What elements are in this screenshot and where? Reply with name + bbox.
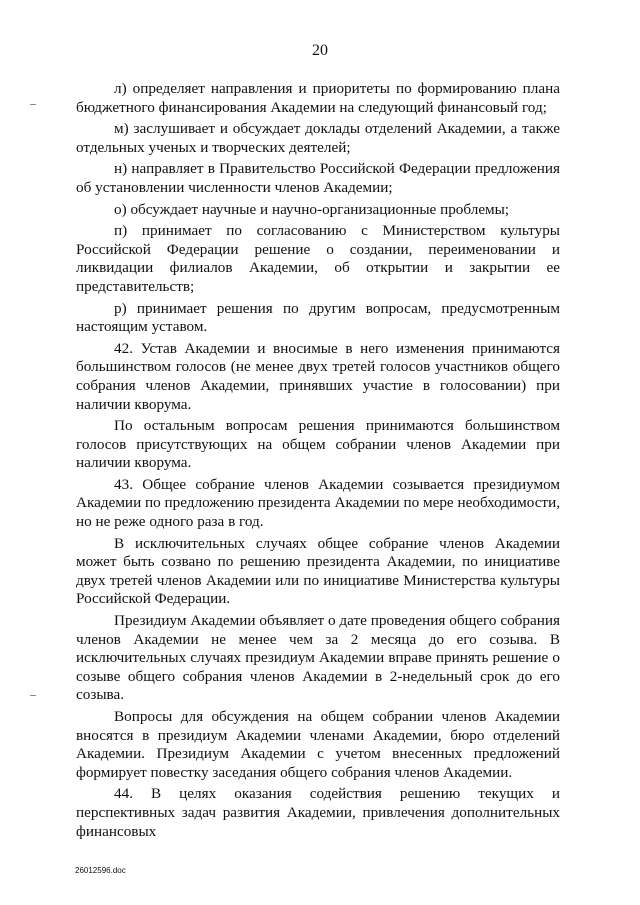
paragraph-item-l: л) определяет направления и приоритеты по формированию плана бюджетного финансирования Академии на следующий финансовый год; — [76, 80, 560, 116]
paragraph-item-r: р) принимает решения по другим вопросам, предусмотренным настоящим уставом. — [76, 299, 560, 336]
margin-mark-bottom — [30, 695, 36, 696]
paragraph-item-p: п) принимает по согласованию с Министерством культуры Российской Федерации решение о создании, переименовании и ликвидации филиалов Академии, об открытии и закрытии ее представительств; — [76, 222, 560, 295]
paragraph-item-o: о) обсуждает научные и научно-организационные проблемы; — [114, 200, 510, 218]
paragraph-agenda-questions: Вопросы для обсуждения на общем собрании членов Академии вносятся в президиум Академии членами Академии, бюро отделений Академии. Президиум Академии с учетом внесенных предложений формирует повестку заседания общего собрания членов Академии. — [76, 708, 560, 781]
footer-filename: 26012596.doc — [75, 866, 126, 875]
document-body — [76, 80, 560, 844]
paragraph-other-questions: По остальным вопросам решения принимаются большинством голосов присутствующих на общем собрании членов Академии при наличии кворума. — [76, 417, 560, 472]
margin-mark-top — [30, 104, 36, 105]
paragraph-section-43: 43. Общее собрание членов Академии созывается президиумом Академии по предложению президента Академии по мере необходимости, но не реже одного раза в год. — [76, 475, 560, 531]
paragraph-exceptional-cases: В исключительных случаях общее собрание членов Академии может быть созвано по решению президента Академии, по инициативе двух третей членов Академии или по инициативе Министерства культуры Российской Федерации. — [76, 534, 560, 608]
paragraph-item-m: м) заслушивает и обсуждает доклады отделений Академии, а также отдельных ученых и творческих деятелей; — [76, 120, 560, 156]
paragraph-item-n: н) направляет в Правительство Российской Федерации предложения об установлении численности членов Академии; — [76, 160, 560, 196]
page-number: 20 — [312, 42, 328, 59]
paragraph-section-44: 44. В целях оказания содействия решению текущих и перспективных задач развития Академии, привлечения дополнительных финансовых — [76, 785, 560, 840]
paragraph-presidium-announces: Президиум Академии объявляет о дате проведения общего собрания членов Академии не менее чем за 2 месяца до его созыва. В исключительных случаях президиум Академии вправе принять решение о созыве общего собрания членов Академии в 2-недельный срок до его созыва. — [76, 612, 560, 704]
paragraph-section-42: 42. Устав Академии и вносимые в него изменения принимаются большинством голосов (не менее двух третей голосов участников общего собрания членов Академии, принявших участие в голосовании) при наличии кворума. — [76, 339, 560, 413]
